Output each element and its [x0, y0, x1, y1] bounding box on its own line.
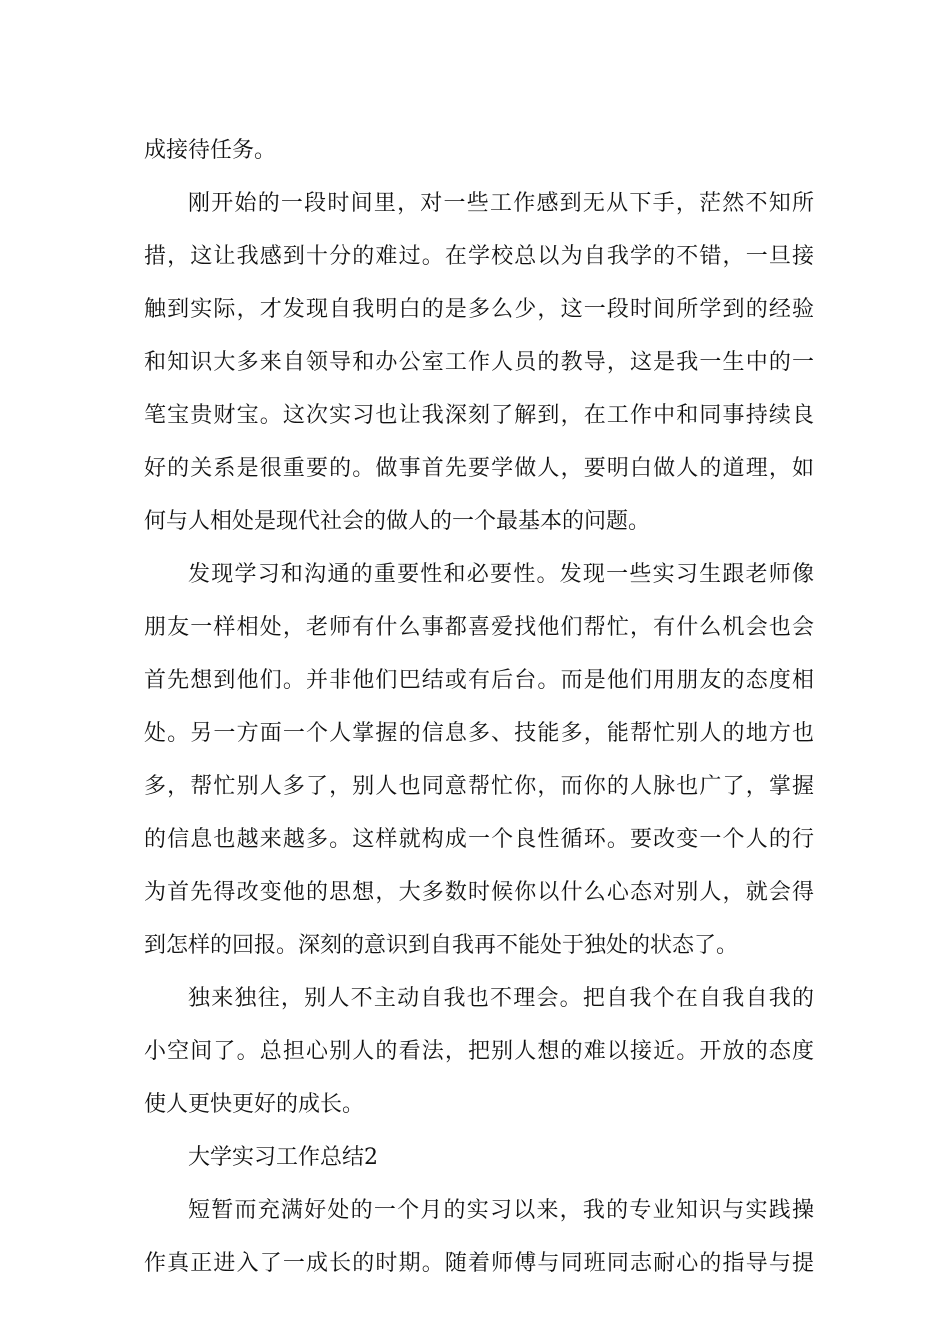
text-line: 多，帮忙别人多了，别人也同意帮忙你，而你的人脉也广了，掌握: [144, 774, 814, 799]
text-line: 好的关系是很重要的。做事首先要学做人，要明白做人的道理，如: [144, 456, 814, 481]
section-heading: 大学实习工作总结2: [188, 1145, 378, 1170]
text-line: 和知识大多来自领导和办公室工作人员的教导，这是我一生中的一: [144, 350, 814, 375]
text-line: 为首先得改变他的思想，大多数时候你以什么心态对别人，就会得: [144, 880, 814, 905]
text-line: 成接待任务。: [144, 138, 277, 163]
text-line: 笔宝贵财宝。这次实习也让我深刻了解到，在工作中和同事持续良: [144, 403, 814, 428]
paragraph-first-line: 刚开始的一段时间里，对一些工作感到无从下手，茫然不知所: [188, 191, 814, 216]
paragraph-first-line: 发现学习和沟通的重要性和必要性。发现一些实习生跟老师像: [188, 562, 814, 587]
text-line: 的信息也越来越多。这样就构成一个良性循环。要改变一个人的行: [144, 827, 814, 852]
text-line: 何与人相处是现代社会的做人的一个最基本的问题。: [144, 509, 651, 534]
paragraph-first-line: 短暂而充满好处的一个月的实习以来，我的专业知识与实践操: [188, 1198, 814, 1223]
text-line: 朋友一样相处，老师有什么事都喜爱找他们帮忙，有什么机会也会: [144, 615, 814, 640]
paragraph-first-line: 独来独往，别人不主动自我也不理会。把自我个在自我自我的: [188, 986, 814, 1011]
text-line: 触到实际，才发现自我明白的是多么少，这一段时间所学到的经验: [144, 297, 814, 322]
text-line: 到怎样的回报。深刻的意识到自我再不能处于独处的状态了。: [144, 933, 739, 958]
text-line: 首先想到他们。并非他们巴结或有后台。而是他们用朋友的态度相: [144, 668, 814, 693]
text-line: 作真正进入了一成长的时期。随着师傅与同班同志耐心的指导与提: [144, 1251, 814, 1276]
text-line: 小空间了。总担心别人的看法，把别人想的难以接近。开放的态度: [144, 1039, 814, 1064]
text-line: 措，这让我感到十分的难过。在学校总以为自我学的不错，一旦接: [144, 244, 814, 269]
text-line: 处。另一方面一个人掌握的信息多、技能多，能帮忙别人的地方也: [144, 721, 814, 746]
text-line: 使人更快更好的成长。: [144, 1092, 365, 1117]
